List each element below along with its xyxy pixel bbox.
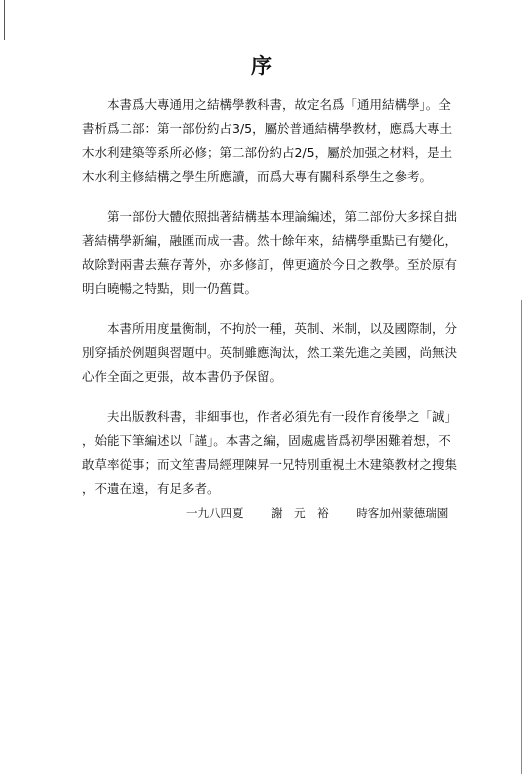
- paragraph-3: [82, 317, 474, 389]
- page-edge-line: [521, 300, 522, 774]
- signature-author: 謝 元 裕: [271, 506, 329, 520]
- paragraph-4: [82, 405, 474, 501]
- text-line: 故除對兩書去蕪存菁外，亦多修訂，俾更適於今日之教學。至於原有: [82, 257, 458, 272]
- text-line: 第一部份大體依照拙著結構基本理論編述，第二部份大多採自拙: [107, 209, 458, 224]
- signature-line: [186, 505, 448, 521]
- text-line: 別穿插於例題與習題中。英制雖應淘汰，然工業先進之美國，尚無決: [82, 345, 458, 360]
- text-line: 夫出版教科書，非細事也，作者必須先有一段作育後學之「誠」: [107, 409, 458, 424]
- paragraph-2: [82, 205, 474, 301]
- text-line: 敢草率從事；而文笙書局經理陳昇一兄特別重視土木建築教材之搜集: [82, 457, 458, 472]
- signature-date: 一九八四夏: [186, 506, 244, 520]
- text-line: 明白曉暢之特點，則一仍舊貫。: [82, 281, 258, 296]
- text-line: 木水利主修結構之學生所應讀，而爲大專有關科系學生之參考。: [82, 169, 433, 184]
- text-line: 書析爲二部：第一部份約占3/5，屬於普通結構學教材，應爲大專土: [82, 121, 453, 136]
- text-line: 本書爲大專通用之結構學教科書，故定名爲「通用結構學」。全: [107, 97, 451, 112]
- preface-body: [82, 93, 474, 517]
- page-title: 序: [251, 54, 274, 78]
- text-line: 木水利建築等系所必修；第二部份約占2/5，屬於加强之材料，是土: [82, 145, 453, 160]
- text-line: ，不遺在遠，有足多者。: [82, 481, 220, 496]
- text-line: 著結構學新編，融匯而成一書。然十餘年來，結構學重點已有變化，: [82, 233, 458, 248]
- signature-place: 時客加州蒙德瑞園: [356, 506, 449, 520]
- text-line: 心作全面之更張，故本書仍予保留。: [82, 369, 283, 384]
- text-line: 本書所用度量衡制，不拘於一種，英制、米制，以及國際制，分: [107, 321, 458, 336]
- page-edge-line: [4, 0, 5, 40]
- text-line: ，始能下筆編述以「謹」。本書之編，固處處皆爲初學困難着想，不: [82, 433, 451, 448]
- paragraph-1: [82, 93, 474, 189]
